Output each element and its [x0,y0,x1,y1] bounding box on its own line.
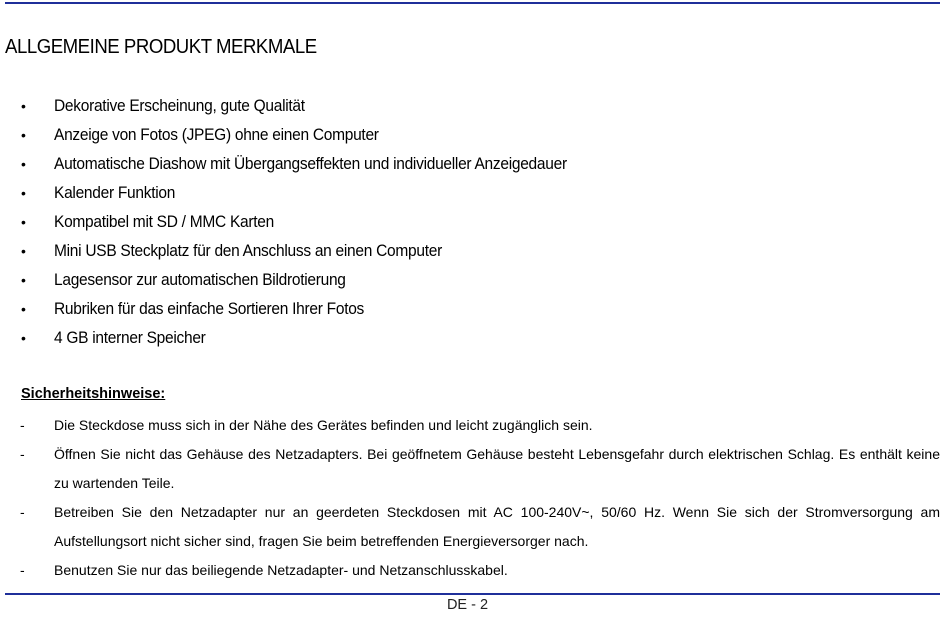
page-number: DE - 2 [446,597,489,613]
dash: - [20,446,25,462]
bullet: • [21,214,26,230]
dash: - [20,504,25,520]
safety-note-text: Betreiben Sie den Netzadapter nur an geerdeten Steckdosen mit AC 100-240V~, 50/60 Hz. Wenn Sie sich der Stromversorgung am Aufstellungsort nicht sicher sind, fragen Sie beim betreffenden Energieversorger nach. [54,504,940,549]
safety-note-text: Öffnen Sie nicht das Gehäuse des Netzadapters. Bei geöffnetem Gehäuse besteht Lebensgefahr durch elektrischen Schlag. Es enthält keine zu wartenden Teile. [54,446,940,491]
bullet: • [21,272,26,288]
top-rule [5,2,940,4]
feature-text: Kompatibel mit SD / MMC Karten [54,213,274,231]
list-item [0,498,940,556]
bullet: • [21,98,26,114]
list-item [0,411,940,440]
list-item [0,556,940,585]
bottom-rule [5,593,940,595]
page-heading: ALLGEMEINE PRODUKT MERKMALE [5,36,317,58]
safety-note-text: Benutzen Sie nur das beiliegende Netzadapter- und Netzanschlusskabel. [54,562,508,578]
bullet: • [21,156,26,172]
dash: - [20,562,25,578]
safety-title: Sicherheitshinweise: [21,386,166,402]
bullet: • [21,185,26,201]
bullet: • [21,330,26,346]
bullet: • [21,127,26,143]
dash: - [20,417,25,433]
feature-text: Kalender Funktion [54,184,176,202]
feature-text: Mini USB Steckplatz für den Anschluss an einen Computer [54,242,442,260]
bullet: • [21,243,26,259]
feature-text: Rubriken für das einfache Sortieren Ihrer Fotos [54,300,365,318]
safety-notes-list [0,411,940,585]
list-item [0,440,940,498]
feature-text: Automatische Diashow mit Übergangseffekten und individueller Anzeigedauer [54,155,567,173]
feature-text: Dekorative Erscheinung, gute Qualität [54,97,305,115]
feature-text: Anzeige von Fotos (JPEG) ohne einen Computer [54,126,379,144]
bullet: • [21,301,26,317]
feature-text: 4 GB interner Speicher [54,329,206,347]
safety-note-text: Die Steckdose muss sich in der Nähe des Gerätes befinden und leicht zugänglich sein. [54,417,593,433]
feature-text: Lagesensor zur automatischen Bildrotierung [54,271,346,289]
